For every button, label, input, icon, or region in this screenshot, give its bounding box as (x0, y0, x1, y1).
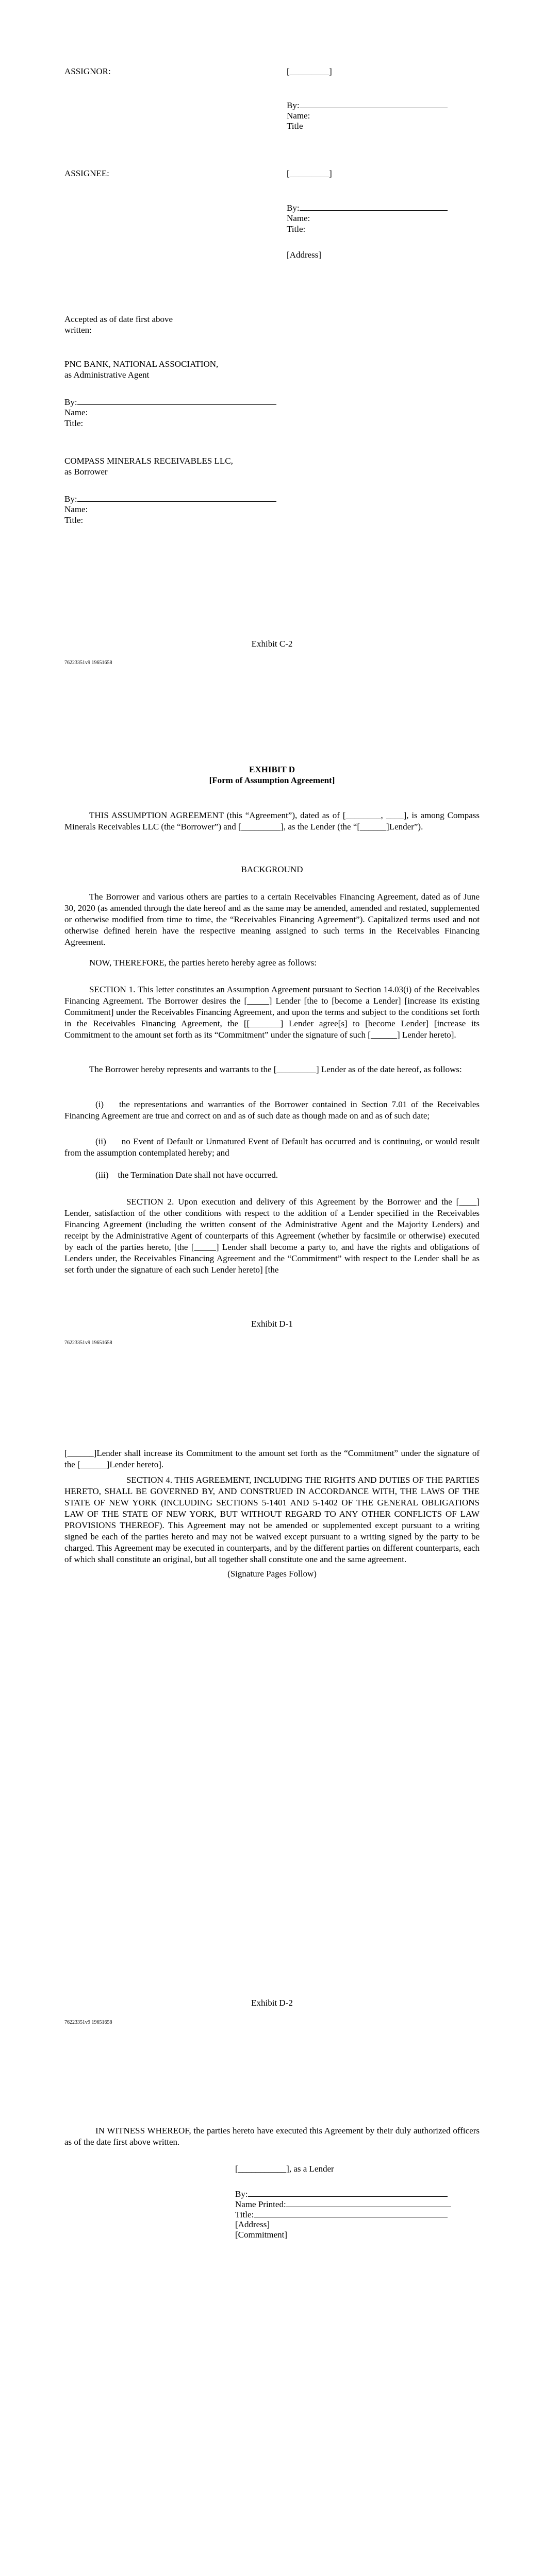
assignee-address: [Address] (287, 250, 322, 260)
exhibit-label: Exhibit D-2 (251, 1998, 293, 2008)
compass-signature-name: Name: (64, 504, 88, 514)
witness-paragraph: IN WITNESS WHEREOF, the parties hereto have executed this Agreement by their duly authorized officers as of the date first above written. (64, 2126, 480, 2147)
assignee-label: ASSIGNEE: (64, 168, 109, 178)
accepted-line-2: written: (64, 325, 92, 335)
pnc-bank-role: as Administrative Agent (64, 370, 150, 380)
item-ii: (ii) no Event of Default or Unmatured Event of Default has occurred and is continuing, or would result from the assumption contemplated hereby; and (64, 1137, 480, 1158)
now-therefore-paragraph: NOW, THEREFORE, the parties hereto hereby agree as follows: (89, 958, 317, 968)
lender-title: Title: (235, 2209, 448, 2220)
doc-footer: 76223351v9 19651658 (64, 2020, 112, 2025)
assignee-signature-title: Title: (287, 224, 306, 234)
assignee-blank: [_________] (287, 168, 332, 178)
compass-signature-by: By: (64, 494, 276, 504)
item-i: (i) the representations and warranties of the Borrower contained in Section 7.01 of the Receivables Financing Agreement are true and correct on and as of such date as though made on and as of such date; (64, 1099, 480, 1121)
section-2-paragraph: SECTION 2. Upon execution and delivery of this Agreement by the Borrower and the [____] Lender, satisfaction of the other conditions with respect to the addition of a Lender specified in the Receivables Financing Agreement (including the written consent of the Administrative Agent and the Majority Lenders) and receipt by the Administrative Agent of counterparts of this Agreement (whether by facsimile or otherwise) executed by each of the parties hereto, [the [_____] Lender shall become a party to, and have the rights and obligations of Lenders under, the Receivables Financing Agreement and the “Commitment” with respect to the Lender shall be as set forth under the signature of each such Lender hereto] [the (64, 1197, 480, 1275)
lender-address: [Address] (235, 2219, 270, 2229)
compass-signature-title: Title: (64, 515, 84, 525)
assignee-signature-by: By: (287, 202, 448, 213)
assignor-signature-name: Name: (287, 111, 310, 121)
exhibit-subheading: [Form of Assumption Agreement] (209, 775, 335, 785)
section-1-paragraph: SECTION 1. This letter constitutes an Assumption Agreement pursuant to Section 14.03(i) of the Receivables Financing Agreement. The Borrower desires the [_____] Lender [the to [become a Lender] [increase its existing Commitment] under the Receivables Financing Agreement, and upon the terms and subject to the conditions set forth in the Receivables Financing Agreement, the [[_______] Lender agree[s] to [become Lender] [increase its Commitment to the amount set forth as its “Commitment” under the signature of such [______] Lender hereto]. (64, 985, 480, 1040)
assignor-blank: [_________] (287, 66, 332, 76)
section-4-paragraph: SECTION 4. THIS AGREEMENT, INCLUDING THE RIGHTS AND DUTIES OF THE PARTIES HERETO, SHALL BE GOVERNED BY, AND CONSTRUED IN ACCORDANCE WITH, THE LAWS OF THE STATE OF NEW YORK (INCLUDING SECTIONS 5-1401 AND 5-1402 OF THE GENERAL OBLIGATIONS LAW OF THE STATE OF NEW YORK, BUT WITHOUT REGARD TO ANY OTHER CONFLICTS OF LAW PROVISIONS THEREOF). This Agreement may not be amended or supplemented except pursuant to a writing signed be each of the parties hereto and may not be waived except pursuant to a writing signed by the party to be charged. This Agreement may be executed in counterparts, and by the different parties on different counterparts, each of which shall constitute an original, but all together shall constitute one and the same agreement. (64, 1475, 480, 1564)
doc-footer: 76223351v9 19651658 (64, 660, 112, 666)
pnc-signature-by: By: (64, 397, 276, 408)
doc-footer: 76223351v9 19651658 (64, 1340, 112, 1346)
exhibit-heading: EXHIBIT D (249, 765, 295, 774)
signature-pages-follow: (Signature Pages Follow) (227, 1569, 317, 1579)
assignor-signature-title: Title (287, 121, 303, 131)
background-paragraph: The Borrower and various others are parties to a certain Receivables Financing Agreement, dated as of June 30, 2020 (as amended through the date hereof and as the same may be amended, amended and restated, supplemented or otherwise modified from time to time, the “Receivables Financing Agreement”). Capitalized terms used and not otherwise defined herein have the respective meaning assigned to such terms in the Receivables Financing Agreement. (64, 892, 480, 947)
lender-signature-by: By: (235, 2189, 448, 2199)
pnc-signature-name: Name: (64, 408, 88, 417)
compass-name: COMPASS MINERALS RECEIVABLES LLC, (64, 456, 233, 466)
exhibit-label: Exhibit D-1 (251, 1319, 293, 1329)
assignor-label: ASSIGNOR: (64, 66, 111, 76)
accepted-line-1: Accepted as of date first above (64, 314, 173, 324)
exhibit-label: Exhibit C-2 (251, 639, 293, 649)
lender-commitment: [Commitment] (235, 2230, 288, 2240)
item-iii: (iii) the Termination Date shall not have occurred. (95, 1170, 278, 1180)
represents-paragraph: The Borrower hereby represents and warrants to the [_________] Lender as of the date hereof, as follows: (89, 1064, 462, 1074)
background-heading: BACKGROUND (241, 865, 303, 874)
intro-paragraph: THIS ASSUMPTION AGREEMENT (this “Agreement”), dated as of [________, ____], is among Compass Minerals Receivables LLC (the “Borrower”) and [_________], as the Lender (the “[______]Lender”). (64, 810, 480, 832)
pnc-bank-name: PNC BANK, NATIONAL ASSOCIATION, (64, 359, 219, 369)
assignee-signature-name: Name: (287, 213, 310, 223)
assignor-signature-by: By: (287, 100, 448, 111)
lender-line: [___________], as a Lender (235, 2164, 334, 2174)
continued-paragraph: [______]Lender shall increase its Commitment to the amount set forth as the “Commitment” under the signature of the [______]Lender hereto]. (64, 1448, 480, 1469)
pnc-signature-title: Title: (64, 418, 84, 428)
lender-name-printed: Name Printed: (235, 2199, 451, 2210)
compass-role: as Borrower (64, 467, 108, 477)
